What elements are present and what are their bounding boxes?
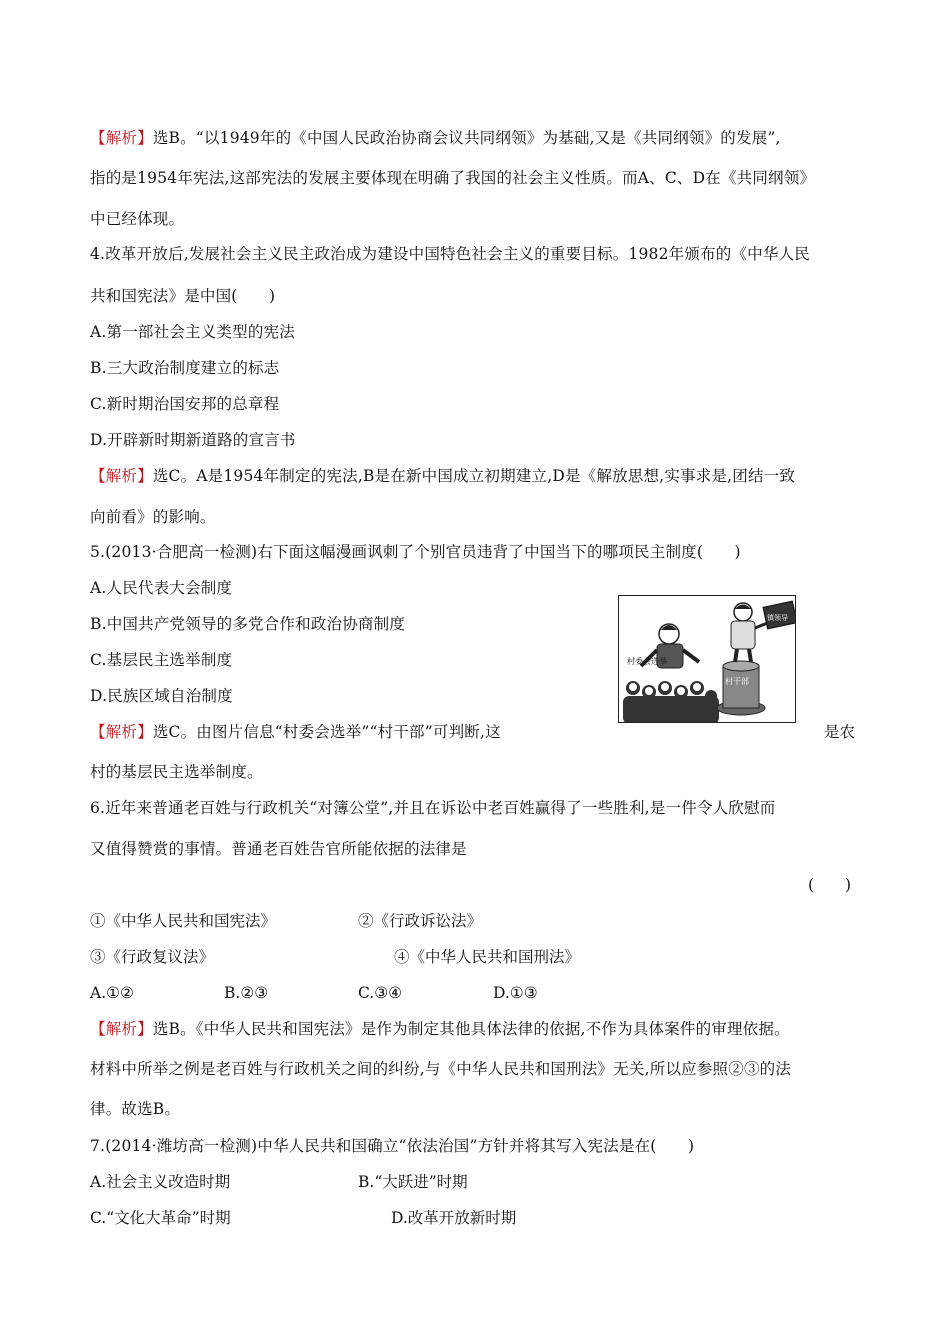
- label-village-election: 村委会选举: [627, 657, 667, 666]
- question-7-stem: 7.(2014·潍坊高一检测)中华人民共和国确立“依法治国”方针并将其写入宪法是在( ): [90, 1137, 695, 1155]
- pedestal: [717, 661, 765, 715]
- answer-3-line-2: 指的是1954年宪法,这部宪法的发展主要体现在明确了我国的社会主义性质。而A、C、D在《共同纲领》: [90, 169, 816, 187]
- question-6-choice-d: D.①③: [493, 984, 538, 1002]
- answer-3-line-1: 【解析】选B。“以1949年的《中国人民政治协商会议共同纲领》为基础,又是《共同纲领》的发展”,: [90, 129, 781, 147]
- question-4-line-2: 共和国宪法》是中国( ): [90, 287, 276, 305]
- question-7-option-b: B.“大跃进”时期: [358, 1173, 468, 1191]
- question-6-line-2: 又值得赞赏的事情。普通老百姓告官所能依据的法律是: [90, 840, 467, 858]
- question-4-option-b: B.三大政治制度建立的标志: [90, 359, 280, 377]
- crowd-figures: [623, 681, 719, 723]
- question-5-stem: 5.(2013·合肥高一检测)右下面这幅漫画讽刺了个别官员违背了中国当下的哪项民主制度( ): [90, 543, 741, 561]
- question-5-option-c: C.基层民主选举制度: [90, 651, 233, 669]
- cartoon-village-election: [618, 595, 796, 723]
- question-4-option-c: C.新时期治国安邦的总章程: [90, 395, 280, 413]
- answer-6-line-2: 材料中所举之例是老百姓与行政机关之间的纠纷,与《中华人民共和国刑法》无关,所以应参照②③的法: [90, 1060, 792, 1078]
- question-6-bracket: ( ): [808, 876, 852, 894]
- question-6-choice-b: B.②③: [224, 984, 269, 1002]
- analysis-tag: 【解析】: [90, 723, 153, 741]
- question-6-choice-a: A.①②: [90, 984, 134, 1002]
- answer-3-line-3: 中已经体现。: [90, 210, 185, 228]
- question-4-option-d: D.开辟新时期新道路的宣言书: [90, 431, 296, 449]
- label-town-leader: 镇领导: [767, 614, 788, 622]
- analysis-tag: 【解析】: [90, 129, 153, 147]
- answer-6-line-3: 律。故选B。: [90, 1100, 181, 1118]
- question-7-option-d: D.改革开放新时期: [391, 1209, 517, 1227]
- question-5-option-d: D.民族区域自治制度: [90, 687, 233, 705]
- analysis-tag: 【解析】: [90, 1020, 153, 1038]
- answer-4-line-1: 【解析】选C。A是1954年制定的宪法,B是在新中国成立初期建立,D是《解放思想,实事求是,团结一致: [90, 467, 796, 485]
- question-6-item-3: ③《行政复议法》: [90, 948, 215, 966]
- analysis-tag: 【解析】: [90, 467, 153, 485]
- question-5-option-a: A.人民代表大会制度: [90, 579, 233, 597]
- answer-5-line-2: 村的基层民主选举制度。: [90, 763, 263, 781]
- question-7-option-c: C.“文化大革命”时期: [90, 1209, 231, 1227]
- cartoon-illustration: [619, 596, 796, 723]
- question-6-item-2: ②《行政诉讼法》: [358, 912, 483, 930]
- label-village-cadre: 村干部: [725, 677, 749, 686]
- answer-6-line-1: 【解析】选B。《中华人民共和国宪法》是作为制定其他具体法律的依据,不作为具体案件的审理依据。: [90, 1020, 790, 1038]
- question-6-line-1: 6.近年来普通老百姓与行政机关“对簿公堂”,并且在诉讼中老百姓赢得了一些胜利,是一件令人欣慰而: [90, 799, 776, 817]
- question-6-item-1: ①《中华人民共和国宪法》: [90, 912, 277, 930]
- question-4-line-1: 4.改革开放后,发展社会主义民主政治成为建设中国特色社会主义的重要目标。1982年颁布的《中华人民: [90, 245, 810, 263]
- question-7-option-a: A.社会主义改造时期: [90, 1173, 231, 1191]
- question-5-option-b: B.中国共产党领导的多党合作和政治协商制度: [90, 615, 406, 633]
- question-4-option-a: A.第一部社会主义类型的宪法: [90, 323, 295, 341]
- question-6-item-4: ④《中华人民共和国刑法》: [394, 948, 581, 966]
- question-6-choice-c: C.③④: [358, 984, 403, 1002]
- answer-5-line-1-end: 是农: [824, 723, 856, 741]
- answer-5-line-1: 【解析】选C。由图片信息“村委会选举”“村干部”可判断,这: [90, 723, 501, 741]
- answer-4-line-2: 向前看》的影响。: [90, 508, 216, 526]
